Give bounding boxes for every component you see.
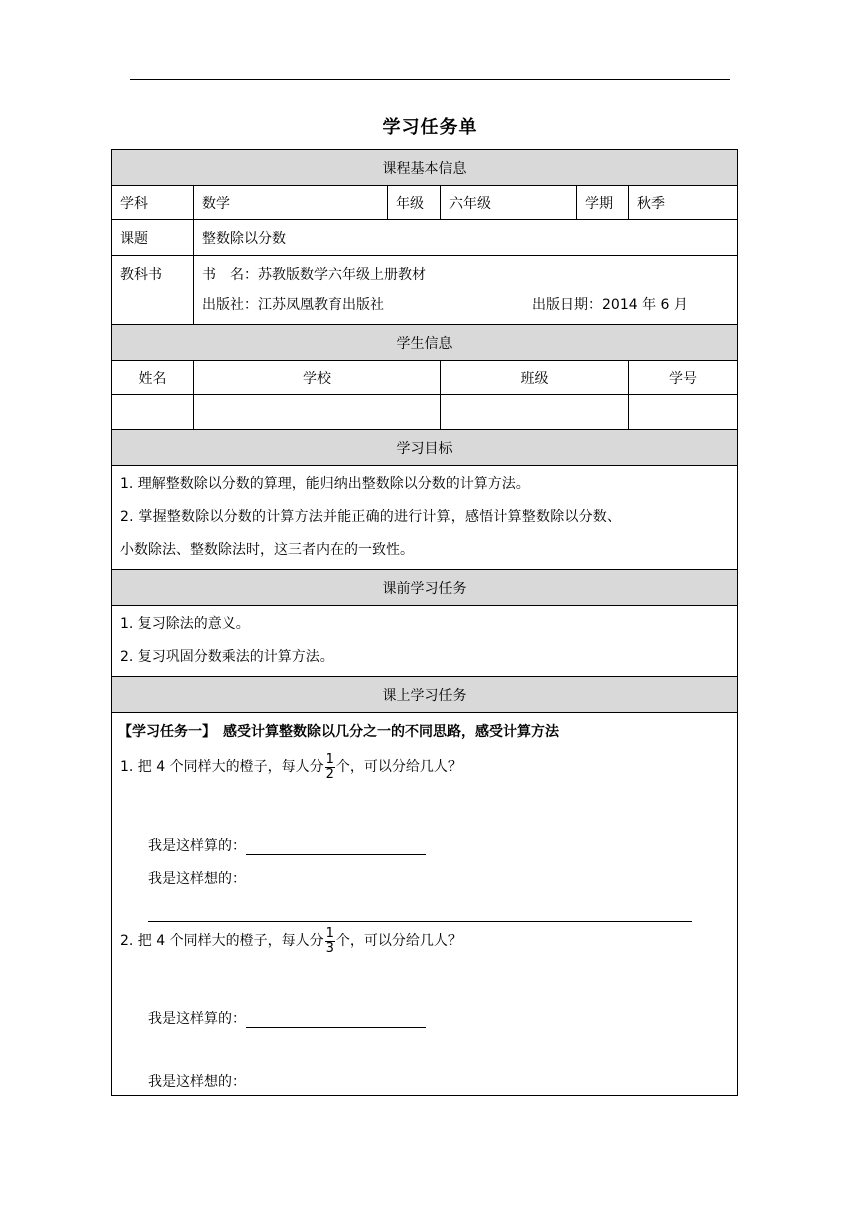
textbook-row	[112, 256, 738, 325]
q2-think-label: 我是这样想的：	[148, 1074, 246, 1090]
topic-value: 整数除以分数	[194, 220, 738, 256]
grade-label: 年级	[388, 186, 441, 220]
task-heading: 【学习任务一】 感受计算整数除以几分之一的不同思路，感受计算方法	[118, 724, 559, 740]
pre-class-row	[112, 606, 738, 677]
q1-calc-line	[148, 835, 426, 855]
name-cell[interactable]	[112, 395, 194, 430]
name-header: 姓名	[112, 361, 194, 395]
section-title: 学习目标	[112, 430, 738, 466]
topic-label: 课题	[112, 220, 194, 256]
section-pre-class	[112, 570, 738, 606]
section-title: 学生信息	[112, 325, 738, 361]
section-title: 课程基本信息	[112, 150, 738, 186]
objectives-content	[112, 466, 738, 570]
class-header: 班级	[441, 361, 629, 395]
fraction-one-half	[325, 753, 335, 782]
header-rule	[130, 79, 730, 80]
task-sheet-table	[111, 149, 738, 1096]
calc-label: 我是这样算的：	[148, 1011, 246, 1027]
student-input-row	[112, 395, 738, 430]
objective-1: 1. 理解整数除以分数的算理，能归纳出整数除以分数的计算方法。	[120, 476, 530, 492]
subject-value: 数学	[194, 186, 388, 220]
in-class-content	[112, 713, 738, 1096]
topic-row	[112, 220, 738, 256]
term-value: 秋季	[629, 186, 738, 220]
publish-date: 出版日期：2014 年 6 月	[532, 297, 688, 313]
publisher: 出版社：江苏凤凰教育出版社	[202, 297, 384, 313]
student-id-cell[interactable]	[629, 395, 738, 430]
fraction-denominator: 2	[325, 766, 334, 782]
fraction-numerator: 1	[325, 925, 334, 941]
question-2-prefix: 2. 把 4 个同样大的橙子，每人分	[120, 933, 324, 949]
pre-class-content	[112, 606, 738, 677]
q1-think-label: 我是这样想的：	[148, 871, 246, 887]
fraction-one-third	[325, 927, 335, 956]
section-title: 课上学习任务	[112, 677, 738, 713]
fraction-denominator: 3	[325, 940, 334, 956]
section-student-info	[112, 325, 738, 361]
student-id-header: 学号	[629, 361, 738, 395]
question-1	[120, 751, 462, 783]
question-2-suffix: 个，可以分给几人？	[335, 933, 462, 949]
document-title: 学习任务单	[382, 117, 478, 138]
question-2	[120, 925, 462, 957]
question-1-suffix: 个，可以分给几人？	[335, 759, 462, 775]
pre-task-1: 1. 复习除法的意义。	[120, 616, 250, 632]
textbook-details	[194, 256, 738, 325]
q1-think-answer-blank[interactable]	[148, 903, 692, 922]
question-1-prefix: 1. 把 4 个同样大的橙子，每人分	[120, 759, 324, 775]
objective-2-line-2: 小数除法、整数除法时，这三者内在的一致性。	[120, 542, 414, 558]
q1-calc-answer-blank[interactable]	[246, 838, 426, 855]
fraction-numerator: 1	[325, 751, 334, 767]
term-label: 学期	[577, 186, 629, 220]
grade-value: 六年级	[441, 186, 577, 220]
school-header: 学校	[194, 361, 441, 395]
section-objectives	[112, 430, 738, 466]
student-header-row	[112, 361, 738, 395]
q2-calc-answer-blank[interactable]	[246, 1011, 426, 1028]
objectives-row	[112, 466, 738, 570]
section-in-class	[112, 677, 738, 713]
course-meta-row	[112, 186, 738, 220]
book-name: 书 名：苏教版数学六年级上册教材	[202, 267, 426, 283]
textbook-label: 教科书	[112, 256, 194, 325]
q2-calc-line	[148, 1008, 426, 1028]
subject-label: 学科	[112, 186, 194, 220]
section-course-info	[112, 150, 738, 186]
class-cell[interactable]	[441, 395, 629, 430]
objective-2-line-1: 2. 掌握整数除以分数的计算方法并能正确的进行计算，感悟计算整数除以分数、	[120, 509, 622, 525]
school-cell[interactable]	[194, 395, 441, 430]
section-title: 课前学习任务	[112, 570, 738, 606]
in-class-row	[112, 713, 738, 1096]
pre-task-2: 2. 复习巩固分数乘法的计算方法。	[120, 649, 334, 665]
calc-label: 我是这样算的：	[148, 838, 246, 854]
